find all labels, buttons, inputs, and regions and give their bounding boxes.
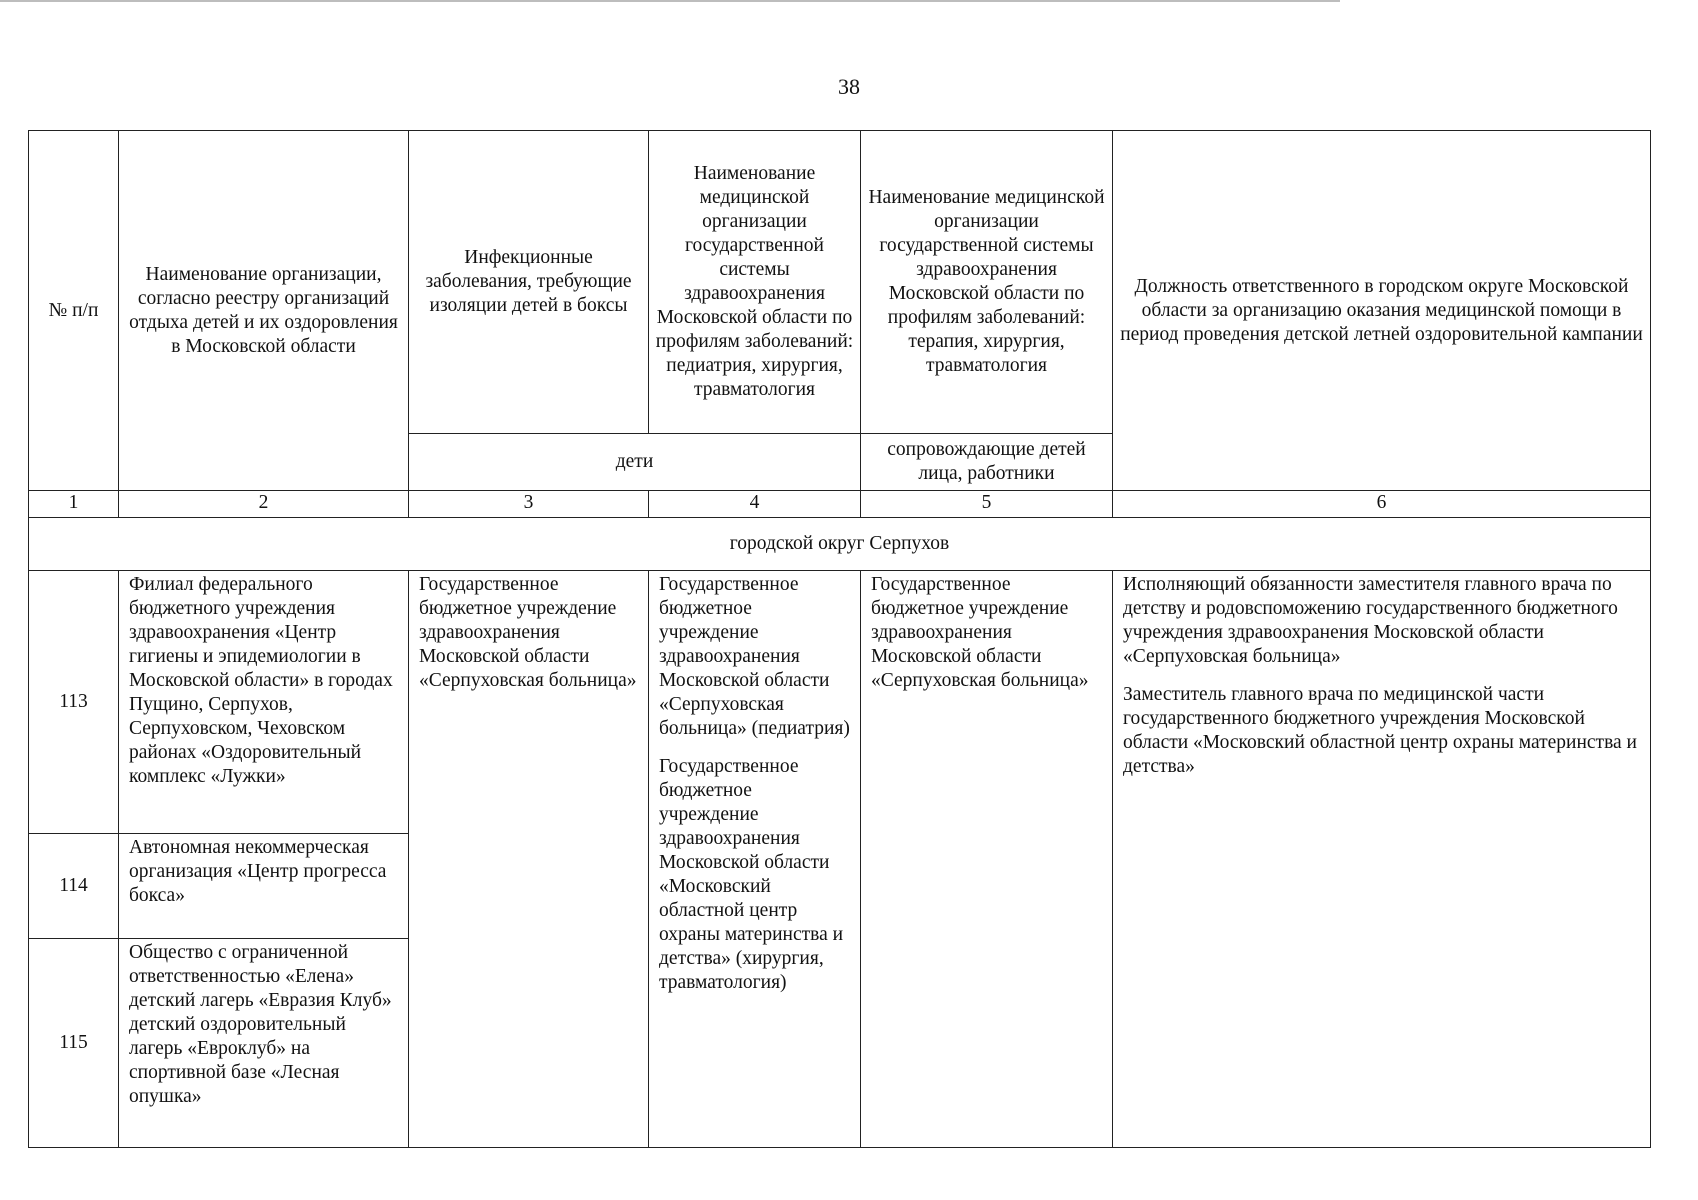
column-number: 2 [119,491,409,518]
column-number: 5 [861,491,1113,518]
organization-name: Автономная некоммерческая организация «Центр прогресса бокса» [119,833,409,938]
medical-organizations-table [28,130,1651,1148]
column-number-row [29,491,1651,518]
header-responsible: Должность ответственного в городском округе Московской области за организацию оказания медицинской помощи в период проведения детской летней оздоровительной кампании [1113,131,1651,491]
subheader-accompanying: сопровождающие детей лица, работники [861,434,1113,491]
region-row [29,517,1651,570]
column-number: 3 [409,491,649,518]
header-adults-org: Наименование медицинской организации государственной системы здравоохранения Московской области по профилям заболеваний: терапия, хирургия, травматология [861,131,1113,434]
children-org-cell [649,571,861,1148]
row-number: 114 [29,833,119,938]
organization-name: Филиал федерального бюджетного учреждения здравоохранения «Центр гигиены и эпидемиологии в Московской области» в городах Пущино, Серпухов, Серпуховском, Чеховском районах «Оздоровительный комплекс «Лужки» [119,571,409,834]
responsible-deputy-childhood: Исполняющий обязанности заместителя главного врача по детству и родовспоможению государственного бюджетного учреждения здравоохранения Московской области «Серпуховская больница» [1123,574,1618,668]
page-number: 38 [838,74,860,99]
spacer [1123,669,1640,683]
organization-name: Общество с ограниченной ответственностью «Елена» детский лагерь «Евразия Клуб» детский оздоровительный лагерь «Евроклуб» на спортивной базе «Лесная опушка» [119,938,409,1147]
column-number: 4 [649,491,861,518]
spacer [659,741,850,755]
header-children-org: Наименование медицинской организации государственной системы здравоохранения Московской области по профилям заболеваний: педиатрия, хирургия, травматология [649,131,861,434]
header-row [29,131,1651,434]
subheader-children: дети [409,434,861,491]
row-number: 113 [29,571,119,834]
infectious-org: Государственное бюджетное учреждение здравоохранения Московской области «Серпуховская больница» [409,571,649,1148]
header-organization: Наименование организации, согласно реестру организаций отдыха детей и их оздоровления в Московской области [119,131,409,491]
responsible-cell [1113,571,1651,1148]
header-infectious: Инфекционные заболевания, требующие изоляции детей в боксы [409,131,649,434]
region-title: городской округ Серпухов [29,517,1651,570]
adults-org: Государственное бюджетное учреждение здравоохранения Московской области «Серпуховская больница» [861,571,1113,1148]
header-number: № п/п [29,131,119,491]
scan-top-line [0,0,1340,2]
responsible-deputy-medical: Заместитель главного врача по медицинской части государственного бюджетного учреждения Московской области «Московский областной центр охраны материнства и детства» [1123,684,1637,778]
row-number: 115 [29,938,119,1147]
column-number: 1 [29,491,119,518]
children-org-pediatrics: Государственное бюджетное учреждение здравоохранения Московской области «Серпуховская больница» (педиатрия) [659,574,850,740]
table-row [29,571,1651,834]
column-number: 6 [1113,491,1651,518]
children-org-surgery: Государственное бюджетное учреждение здравоохранения Московской области «Московский областной центр охраны материнства и детства» (хирургия, травматология) [659,756,844,994]
